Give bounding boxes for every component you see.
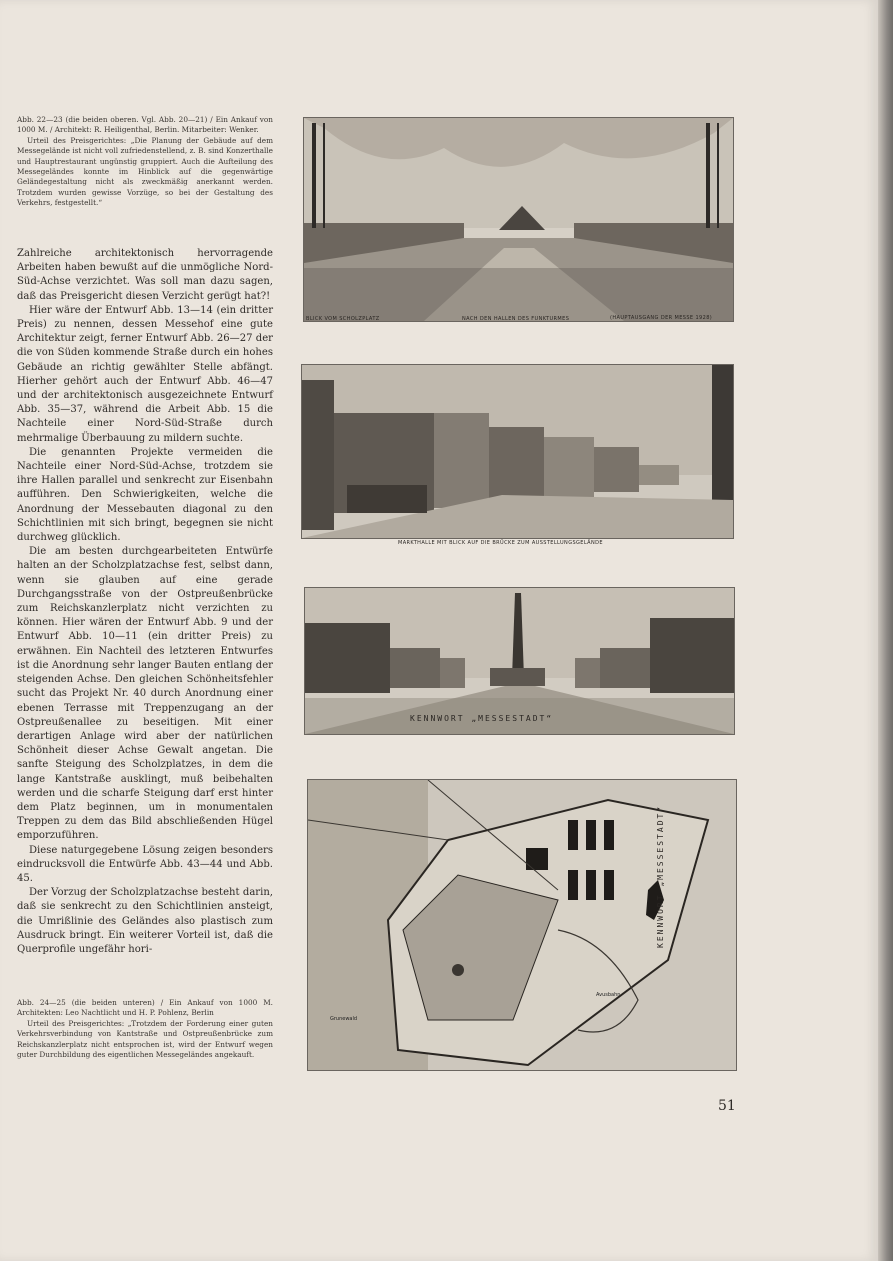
paragraph-1: Zahlreiche architektonisch hervorragende Arbeiten haben bewußt auf die unmögliche Nord-Süd-Achse verzichtet. Was soll man dazu sagen, daß das Preisgericht diesen Verzicht gerügt hat?!	[17, 248, 273, 302]
figure-site-plan	[307, 779, 737, 1071]
figure-1-label-right: (HAUPTAUSGANG DER MESSE 1928)	[610, 315, 713, 321]
figure-4-label: KENNWORT „MESSESTADT“	[656, 804, 665, 948]
page-number: 51	[718, 1098, 736, 1114]
caption-bottom	[17, 998, 273, 1060]
figure-2-label: MARKTHALLE MIT BLICK AUF DIE BRÜCKE ZUM AUSSTELLUNGSGELÄNDE	[398, 540, 603, 546]
caption-bottom-jury-verdict: Urteil des Preisgerichtes: „Trotzdem der Forderung einer guten Verkehrsverbindung von Kantstraße und Ostpreußenbrücke zum Reichskanzlerplatz nicht entsprochen ist, wird der Entwurf wegen guter Durchbildung des eigentlichen Messegeländes angekauft.	[17, 1018, 273, 1060]
figure-messestadt-axis	[304, 587, 735, 735]
map-label-avusbahn: Avusbahn	[596, 992, 621, 998]
paragraph-2: Hier wäre der Entwurf Abb. 13—14 (ein dritter Preis) zu nennen, dessen Messehof eine gute Architektur zeigt, ferner Entwurf Abb. 26—27 der die von Süden kommende Straße durch ein hohes Gebäude an richtig gewählter Stelle abfängt. Hierher gehört auch der Entwurf Abb. 46—47 und der architektonisch ausgezeichnete Entwurf Abb. 35—37, während die Arbeit Abb. 15 die Nachteile einer Nord-Süd-Straße durch mehrmalige Überbauung zu mildern suchte.	[17, 304, 273, 444]
caption-bottom-credit: Abb. 24—25 (die beiden unteren) / Ein Ankauf von 1000 M. Architekten: Leo Nachtlicht und H. P. Pohlenz, Berlin	[17, 998, 273, 1018]
caption-top	[17, 115, 273, 209]
paragraph-5: Diese naturgegebene Lösung zeigen besonders eindrucksvoll die Entwürfe Abb. 43—44 und Abb. 45.	[17, 844, 273, 884]
figure-scholzplatz-perspective	[303, 117, 734, 322]
paragraph-6: Der Vorzug der Scholzplatzachse besteht darin, daß sie senkrecht zu den Schichtlinien ansteigt, die Umrißlinie des Geländes also plastisch zum Ausdruck bringt. Ein weiterer Vorteil ist, daß die Querprofile ungefähr hori-	[17, 887, 273, 955]
map-label-grunewald: Grunewald	[330, 1016, 358, 1022]
caption-top-credit: Abb. 22—23 (die beiden oberen. Vgl. Abb. 20—21) / Ein Ankauf von 1000 M. / Architekt: R. Heiligenthal, Berlin. Mitarbeiter: Wenker.	[17, 115, 273, 135]
paragraph-4: Die am besten durchgearbeiteten Entwürfe halten an der Scholzplatzachse fest, selbst dann, wenn sie glauben auf eine gerade Durchgangsstraße von der Ostpreußenbrücke zum Reichskanzlerplatz nicht verzichten zu können. Hier wären der Entwurf Abb. 9 und der Entwurf Abb. 10—11 (ein dritter Preis) zu erwähnen. Ein Nachteil des letzteren Entwurfes ist die Anordnung sehr langer Bauten entlang der steigenden Achse. Den gleichen Schönheitsfehler sucht das Projekt Nr. 40 durch Anordnung einer ebenen Terrasse mit Treppenzugang an der Ostpreußenallee zu beseitigen. Mit einer derartigen Anlage wird aber der natürlichen Schönheit dieser Achse Gewalt angetan. Die sanfte Steigung des Scholzplatzes, in dem die lange Kantstraße ausklingt, muß beibehalten werden und die scharfe Steigung darf erst hinter dem Platz beginnen, um in monumentalen Treppen zu dem das Bild abschließenden Hügel emporzuführen.	[17, 546, 273, 842]
figure-markthalle-perspective	[301, 364, 734, 539]
article-body	[17, 247, 273, 957]
caption-top-jury-verdict: Urteil des Preisgerichtes: „Die Planung der Gebäude auf dem Messegelände ist nicht voll zufriedenstellend, z. B. sind Konzerthalle und Hauptrestaurant ungünstig gruppiert. Auch die Aufteilung des Messegeländes konnte im Hinblick auf die gegenwärtige Geländegestaltung nicht als zweckmäßig anerkannt werden. Trotzdem wurden gewisse Vorzüge, so bei der Gestaltung des Verkehrs, festgestellt.“	[17, 135, 273, 208]
page-edge	[878, 0, 893, 1261]
figure-1-label-left: BLICK VOM SCHOLZPLATZ	[306, 316, 380, 322]
paragraph-3: Die genannten Projekte vermeiden die Nachteile einer Nord-Süd-Achse, trotzdem sie ihre Hallen parallel und senkrecht zur Eisenbahn aufführen. Den Schwierigkeiten, welche die Anordnung der Messebauten diagonal zu den Schichtlinien mit sich bringt, begegnen sie nicht durchweg glücklich.	[17, 446, 273, 544]
figure-1-label-mid: NACH DEN HALLEN DES FUNKTURMES	[462, 316, 570, 322]
figure-3-label: KENNWORT „MESSESTADT“	[410, 714, 554, 723]
